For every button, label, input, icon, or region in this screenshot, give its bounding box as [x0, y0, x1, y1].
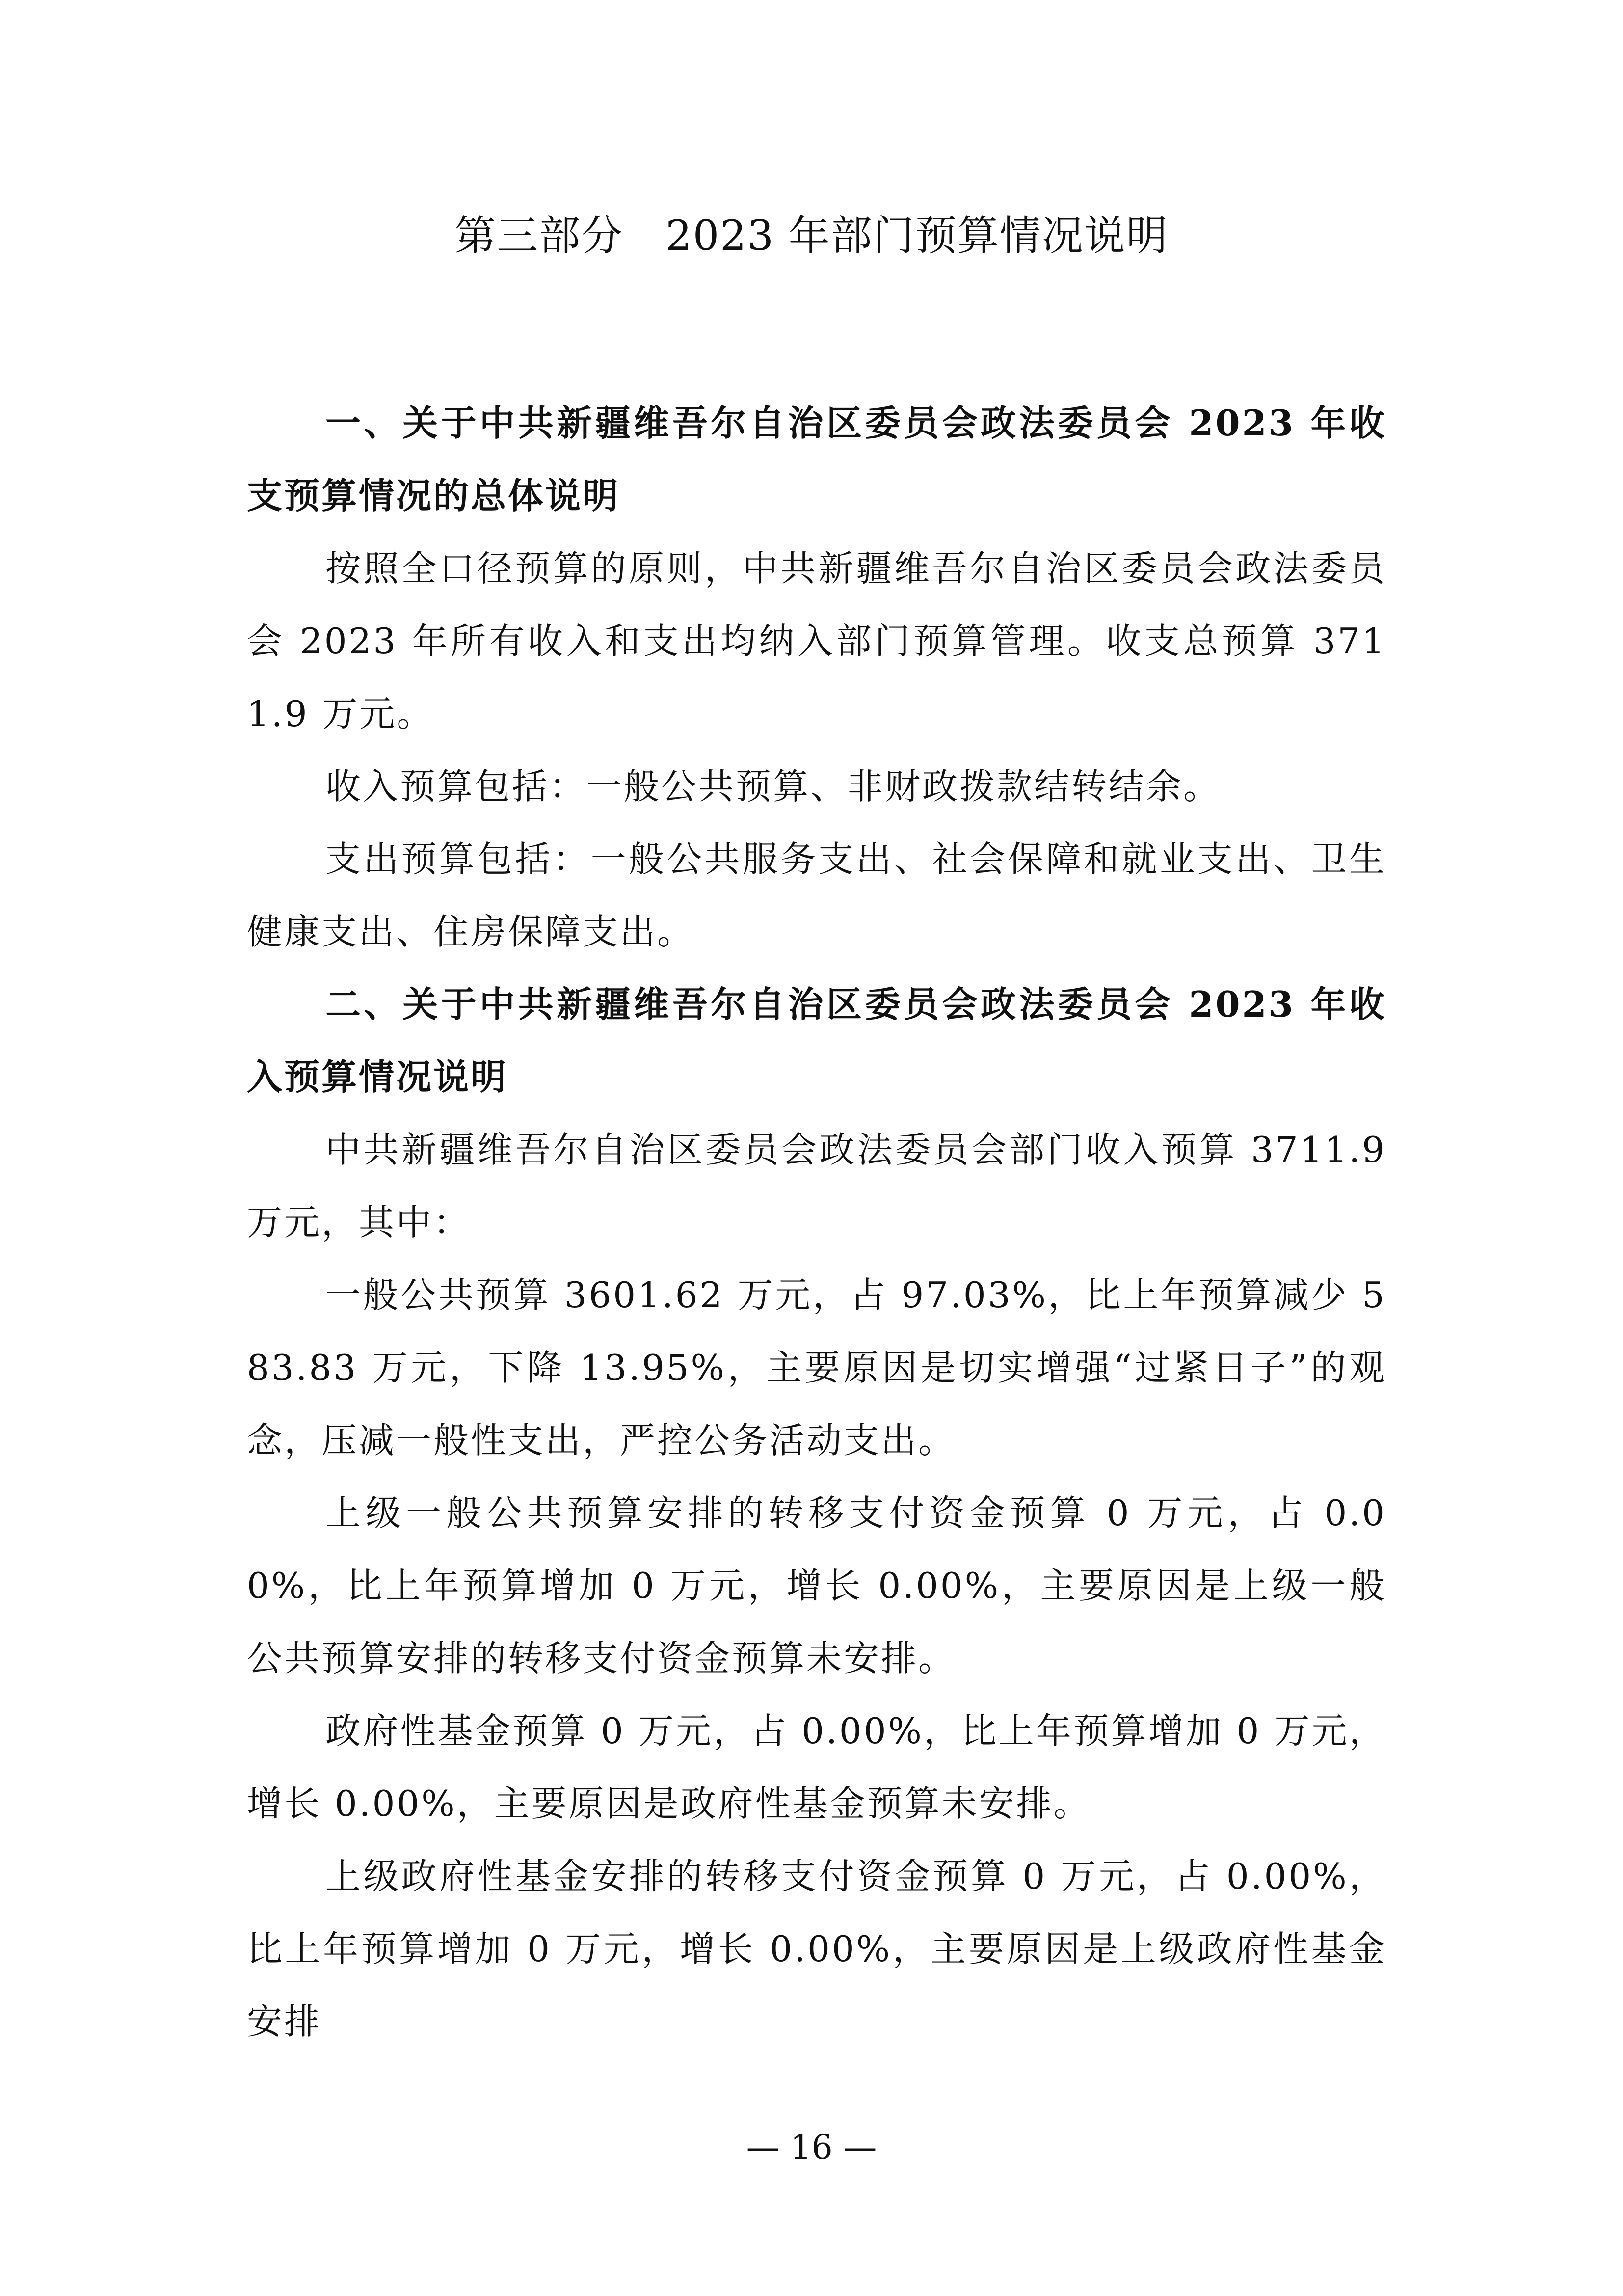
paragraph-income-scope: 收入预算包括：一般公共预算、非财政拨款结转结余。 — [325, 766, 1221, 807]
page-title: 第三部分 2023 年部门预算情况说明 — [454, 212, 1169, 260]
paragraph-general-budget: 一般公共预算 3601.62 万元，占 97.03%，比上年预算减少 583.83 万元，下降 13.95%，主要原因是切实增强“过紧日子”的观念，压减一般性支出，严控公务活动支出。 — [247, 1274, 1386, 1461]
paragraph-transfer-fund: 上级政府性基金安排的转移支付资金预算 0 万元，占 0.00%，比上年预算增加 0 万元，增长 0.00%，主要原因是上级政府性基金安排 — [247, 1856, 1386, 2042]
section-heading-income: 二、关于中共新疆维吾尔自治区委员会政法委员会 2023 年收入预算情况说明 — [247, 983, 1386, 1098]
page-number: — 16 — — [746, 2128, 877, 2167]
document-body — [247, 387, 1386, 2058]
paragraph-full-budget: 按照全口径预算的原则，中共新疆维吾尔自治区委员会政法委员会 2023 年所有收入和支出均纳入部门预算管理。收支总预算 3711.9 万元。 — [247, 548, 1386, 734]
section-heading-overall: 一、关于中共新疆维吾尔自治区委员会政法委员会 2023 年收支预算情况的总体说明 — [247, 402, 1386, 516]
paragraph-transfer-general: 上级一般公共预算安排的转移支付资金预算 0 万元，占 0.00%，比上年预算增加 0 万元，增长 0.00%，主要原因是上级一般公共预算安排的转移支付资金预算未安排。 — [247, 1492, 1386, 1679]
paragraph-expense-scope: 支出预算包括：一般公共服务支出、社会保障和就业支出、卫生健康支出、住房保障支出。 — [247, 838, 1386, 952]
paragraph-government-fund: 政府性基金预算 0 万元，占 0.00%，比上年预算增加 0 万元，增长 0.00%，主要原因是政府性基金预算未安排。 — [247, 1710, 1386, 1824]
paragraph-income-total: 中共新疆维吾尔自治区委员会政法委员会部门收入预算 3711.9 万元，其中： — [247, 1129, 1386, 1243]
